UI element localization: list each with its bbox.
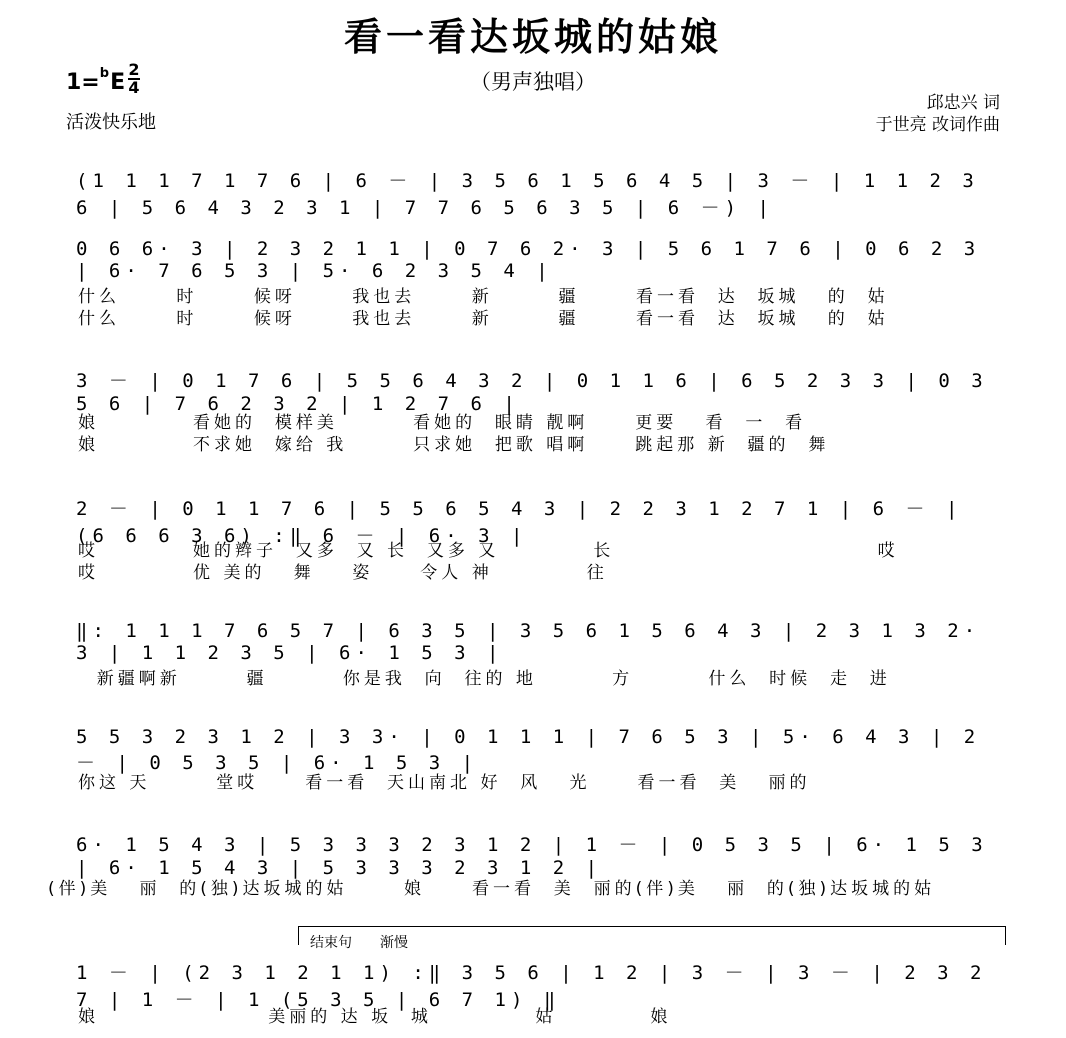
score-row-5 (76, 620, 1006, 700)
score-row-8 (76, 958, 1006, 1038)
lyrics-verse-2: 什么 时 候呀 我也去 新 疆 看一看 达 坂城 的 姑 (78, 309, 889, 329)
score-row-6 (76, 726, 1006, 806)
lyrics-verse-1: (伴)美 丽 的(独)达坂城的姑 娘 看一看 美 丽的(伴)美 丽 的(独)达坂城的姑 (48, 879, 936, 899)
lyrics-verse-1: 什么 时 候呀 我也去 新 疆 看一看 达 坂城 的 姑 (78, 287, 889, 307)
lyrics-verse-1: 娘 看她的 模样美 看她的 眼睛 靓啊 更要 看 一 看 (78, 413, 807, 433)
notation-line: (1 1 1 7 1 7 6 | 6 － | 3 5 6 1 5 6 4 5 | 3 － | 1 1 2 3 6 | 5 6 4 3 2 3 1 | 7 7 6 5 6 3 5 | 6 －) | (76, 170, 979, 219)
notation-line: 6· 1 5 4 3 | 5 3 3 3 2 3 1 2 | 1 － | 0 5 3 5 | 6· 1 5 3 | 6· 1 5 4 3 | 5 3 3 3 2 3 1 2 | (76, 834, 988, 879)
time-bottom: 4 (128, 78, 140, 97)
tempo-marking: 活泼快乐地 (66, 112, 156, 133)
time-signature (128, 62, 140, 96)
score-row-3 (76, 366, 1006, 455)
notation-line: 1 － | (2 3 1 2 1 1) :‖ 3 5 6 | 1 2 | 3 － | 3 － | 2 3 2 7 | 1 － | 1 (5 3 5 | 6 7 1) ‖ (76, 962, 987, 1011)
lyrics-verse-1: 娘 美丽的 达 坂 城 姑 娘 (78, 1007, 672, 1027)
lyrics-verse-1: 新疆啊新 疆 你是我 向 往的 地 方 什么 时候 走 进 (78, 669, 891, 689)
composer-credit: 于世亮 改词作曲 (875, 115, 1000, 135)
lyrics-verse-2: 哎 优 美的 舞 姿 令人 神 往 (78, 563, 608, 583)
key-prefix: 1= (66, 70, 100, 95)
flat-sign: b (99, 66, 110, 81)
score-row-7 (48, 830, 1006, 910)
notation-line: 5 5 3 2 3 1 2 | 3 3· | 0 1 1 1 | 7 6 5 3 | 5· 6 4 3 | 2 － | 0 5 3 5 | 6· 1 5 3 | (76, 726, 981, 774)
lyrics-verse-2: 娘 不求她 嫁给 我 只求她 把歌 唱啊 跳起那 新 疆的 舞 (78, 435, 830, 455)
lyricist-credit: 邱忠兴 词 (926, 93, 1000, 113)
notation-line: 2 － | 0 1 1 7 6 | 5 5 6 5 4 3 | 2 2 3 1 2 7 1 | 6 － | (6 6 6 3 6) :‖ 6 － | 6· 3 | (76, 498, 963, 547)
notation-line: 3 － | 0 1 7 6 | 5 5 6 4 3 2 | 0 1 1 6 | 6 5 2 3 3 | 0 3 5 6 | 7 6 2 3 2 | 1 2 7 6 | (76, 370, 988, 415)
time-top: 2 (128, 60, 140, 79)
score-row-1 (76, 166, 1006, 246)
lyrics-verse-1: 哎 她的辫子 又多 又 长 又多 又 长 哎 (78, 541, 899, 561)
song-title: 看一看达坂城的姑娘 (343, 14, 722, 59)
notation-line: 0 6 6· 3 | 2 3 2 1 1 | 0 7 6 2· 3 | 5 6 1 7 6 | 0 6 2 3 | 6· 7 6 5 3 | 5· 6 2 3 5 4 | (76, 238, 981, 282)
key-note: E (110, 70, 126, 95)
ending-tempo: 渐慢 (380, 935, 408, 951)
notation-line: ‖: 1 1 1 7 6 5 7 | 6 3 5 | 3 5 6 1 5 6 4 3 | 2 3 1 3 2· 3 | 1 1 2 3 5 | 6· 1 5 3 | (76, 620, 981, 664)
score-row-2 (76, 238, 1006, 329)
ending-label: 结束句 (310, 935, 352, 951)
song-subtitle: （男声独唱） (470, 70, 596, 94)
score-row-4 (76, 494, 1006, 583)
key-signature (66, 66, 125, 95)
lyrics-verse-1: 你这 天 堂哎 看一看 天山南北 好 风 光 看一看 美 丽的 (78, 773, 811, 793)
